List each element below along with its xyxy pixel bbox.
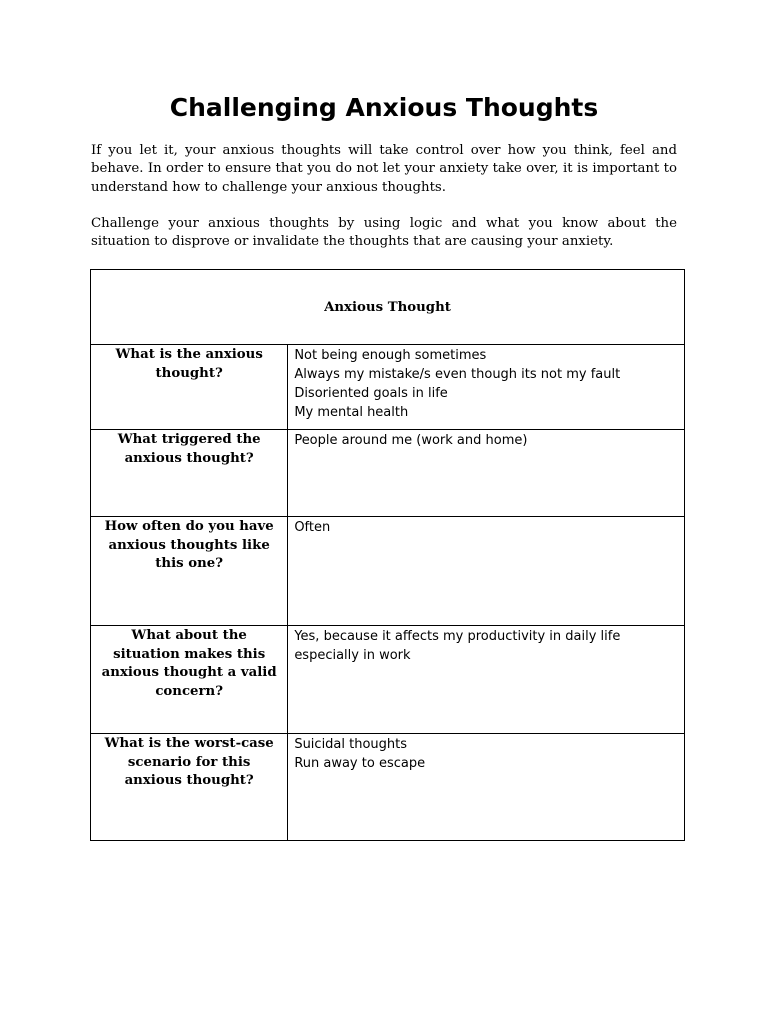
table-header: Anxious Thought xyxy=(91,270,685,345)
answer-line: Run away to escape xyxy=(294,756,426,771)
answer-cell xyxy=(288,734,685,841)
answer-line: Yes, because it affects my productivity in daily life especially in work xyxy=(294,629,621,663)
answer-cell xyxy=(288,626,685,734)
answer-line: Disoriented goals in life xyxy=(294,386,448,401)
intro-paragraph: If you let it, your anxious thoughts will take control over how you think, feel and behave. In order to ensure that you do not let your anxiety take over, it is important to understand how to challenge your anxious thoughts. xyxy=(91,143,677,195)
table-row xyxy=(91,517,685,626)
table-row xyxy=(91,430,685,517)
table-row xyxy=(91,345,685,430)
question-cell: What triggered the anxious thought? xyxy=(91,430,288,517)
instruction-paragraph: Challenge your anxious thoughts by using logic and what you know about the situation to disprove or invalidate the thoughts that are causing your anxiety. xyxy=(91,216,677,250)
answer-line: My mental health xyxy=(294,405,409,420)
question-cell: How often do you have anxious thoughts like this one? xyxy=(91,517,288,626)
answer-line: Not being enough sometimes xyxy=(294,348,487,363)
answer-line: People around me (work and home) xyxy=(294,433,528,448)
page-title: Challenging Anxious Thoughts xyxy=(169,93,599,122)
answer-line: Always my mistake/s even though its not my fault xyxy=(294,367,621,382)
question-cell: What about the situation makes this anxious thought a valid concern? xyxy=(91,626,288,734)
table-row xyxy=(91,626,685,734)
answer-cell xyxy=(288,430,685,517)
question-cell: What is the anxious thought? xyxy=(91,345,288,430)
answer-line: Often xyxy=(294,520,331,535)
table-row xyxy=(91,734,685,841)
answer-cell xyxy=(288,345,685,430)
answer-cell xyxy=(288,517,685,626)
answer-line: Suicidal thoughts xyxy=(294,737,408,752)
question-cell: What is the worst-case scenario for this anxious thought? xyxy=(91,734,288,841)
table-header-row xyxy=(91,270,685,345)
anxious-thought-table xyxy=(90,269,685,841)
